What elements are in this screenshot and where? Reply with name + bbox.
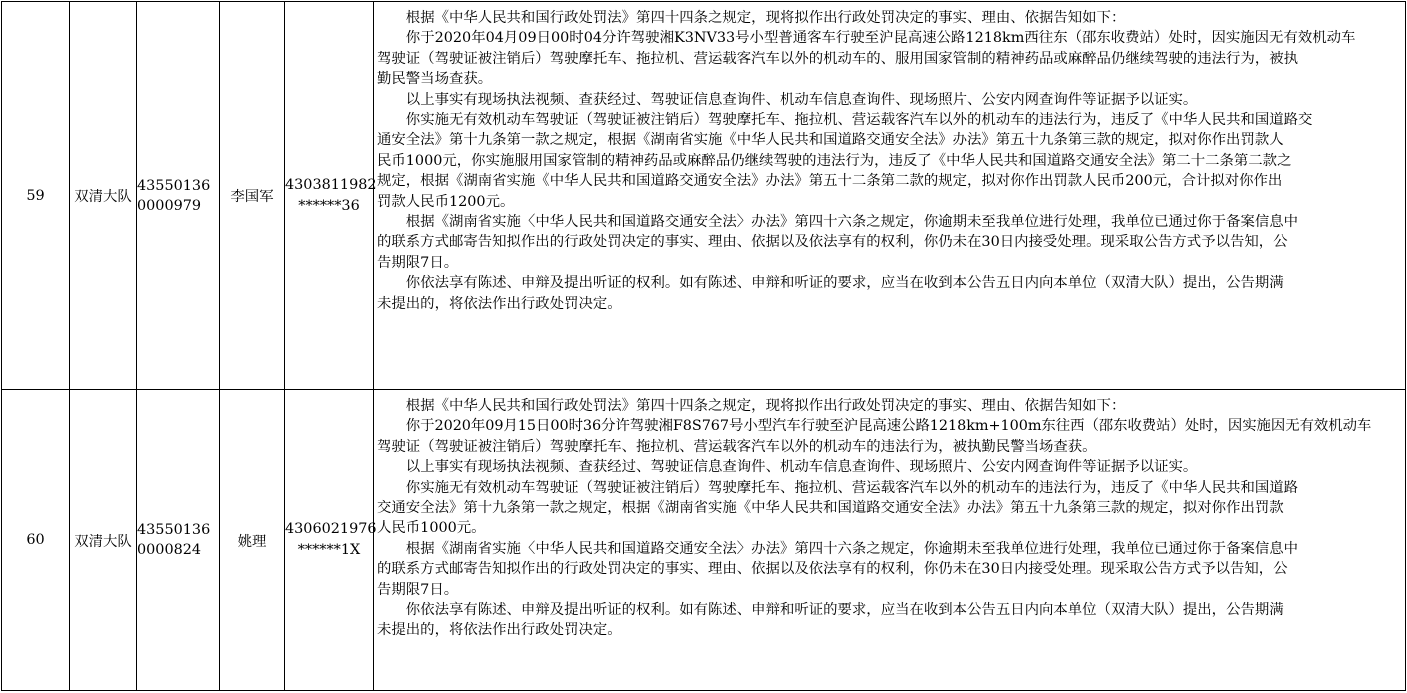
notice-paragraph — [377, 110, 1402, 212]
notice-line: 的联系方式邮寄告知拟作出的行政处罚决定的事实、理由、依据以及依法享有的权利，你仍未在30日内接受处理。现采取公告方式予以告知，公 — [377, 561, 1288, 578]
notice-line: 交通安全法》第十九条第一款之规定，根据《湖南省实施《中华人民共和国道路交通安全法》办法》第五十九条第三款的规定，拟对你作出罚款 — [377, 500, 1284, 517]
team-name: 双清大队 — [70, 390, 137, 691]
notice-line: 根据《中华人民共和国行政处罚法》第四十四条之规定，现将拟作出行政处罚决定的事实、理由、依据告知如下： — [405, 10, 1126, 26]
record-number: 60 — [2, 390, 70, 691]
table-row — [2, 390, 1406, 691]
notice-line: 勤民警当场查获。 — [377, 71, 493, 88]
notice-line: 告期限7日。 — [377, 254, 459, 271]
notice-paragraph — [377, 273, 1402, 314]
notice-line: 人民币1000元。 — [377, 520, 486, 537]
notice-line: 的联系方式邮寄告知拟作出的行政处罚决定的事实、理由、依据以及依法享有的权利，你仍未在30日内接受处理。现采取公告方式予以告知，公 — [377, 234, 1288, 251]
notice-line: 根据《湖南省实施〈中华人民共和国道路交通安全法〉办法》第四十六条之规定，你逾期未至我单位进行处理，我单位已通过你于备案信息中 — [405, 540, 1299, 557]
notice-content — [374, 390, 1406, 691]
notice-line: 驾驶证（驾驶证被注销后）驾驶摩托车、拖拉机、营运载客汽车以外的机动车的、服用国家管制的精神药品或麻醉品仍继续驾驶的违法行为，被执 — [377, 50, 1299, 67]
notice-paragraph — [377, 28, 1402, 89]
record-number: 59 — [2, 2, 70, 390]
notice-line: 通安全法》第十九条第一款之规定，根据《湖南省实施《中华人民共和国道路交通安全法》办法》第五十九条第三款的规定，拟对你作出罚款人 — [377, 132, 1284, 149]
table-row — [2, 2, 1406, 390]
notice-paragraph — [377, 90, 1402, 110]
notice-line: 罚款人民币1200元。 — [377, 193, 515, 210]
party-name: 姚理 — [220, 390, 285, 691]
id-number-line: ******1X — [297, 542, 361, 558]
document-number-line: 43550136 — [137, 522, 211, 538]
notice-line: 你于2020年09月15日00时36分许驾驶湘F8S767号小型汽车行驶至沪昆高速公路1218km+100m东往西（邵东收费站）处时，因实施因无有效机动车 — [405, 418, 1372, 435]
notice-line: 你依法享有陈述、申辩及提出听证的权利。如有陈述、申辩和听证的要求，应当在收到本公告五日内向本单位（双清大队）提出，公告期满 — [405, 275, 1284, 292]
notice-line: 驾驶证（驾驶证被注销后）驾驶摩托车、拖拉机、营运载客汽车以外的机动车的违法行为，被执勤民警当场查获。 — [377, 438, 1097, 455]
id-number — [285, 390, 377, 691]
notice-line: 你于2020年04月09日00时04分许驾驶湘K3NV33号小型普通客车行驶至沪昆高速公路1218km西往东（邵东收费站）处时，因实施因无有效机动车 — [405, 30, 1356, 47]
id-number-line: ******36 — [298, 197, 360, 214]
notice-paragraph — [377, 396, 1402, 416]
id-number-line: 4306021976 — [285, 521, 377, 537]
document-number — [137, 390, 220, 691]
notice-line: 根据《湖南省实施〈中华人民共和国道路交通安全法〉办法》第四十六条之规定，你逾期未至我单位进行处理，我单位已通过你于备案信息中 — [405, 214, 1299, 231]
notice-line: 民币1000元，你实施服用国家管制的精神药品或麻醉品仍继续驾驶的违法行为，违反了《中华人民共和国道路交通安全法》第二十二条第二款之 — [377, 152, 1292, 169]
notice-line: 告期限7日。 — [377, 581, 459, 598]
notice-paragraph — [377, 416, 1402, 457]
document-number-line: 0000979 — [137, 197, 202, 214]
document-number-line: 43550136 — [137, 177, 211, 194]
notice-line: 你依法享有陈述、申辩及提出听证的权利。如有陈述、申辩和听证的要求，应当在收到本公告五日内向本单位（双清大队）提出，公告期满 — [405, 602, 1284, 619]
notice-body — [374, 390, 1405, 641]
notice-paragraph — [377, 600, 1402, 641]
id-number-line: 4303811982 — [285, 176, 377, 193]
team-name: 双清大队 — [70, 2, 137, 390]
notice-paragraph — [377, 539, 1402, 600]
document-number — [137, 2, 220, 390]
notice-line: 你实施无有效机动车驾驶证（驾驶证被注销后）驾驶摩托车、拖拉机、营运载客汽车以外的机动车的违法行为，违反了《中华人民共和国道路交 — [405, 112, 1313, 129]
penalty-notice-table — [1, 1, 1406, 691]
notice-body — [374, 2, 1405, 314]
notice-line: 以上事实有现场执法视频、查获经过、驾驶证信息查询件、机动车信息查询件、现场照片、公安内网查询件等证据予以证实。 — [405, 91, 1198, 108]
notice-paragraph — [377, 212, 1402, 273]
notice-paragraph — [377, 457, 1402, 477]
notice-line: 以上事实有现场执法视频、查获经过、驾驶证信息查询件、机动车信息查询件、现场照片、公安内网查询件等证据予以证实。 — [405, 459, 1198, 476]
notice-line: 未提出的，将依法作出行政处罚决定。 — [377, 295, 622, 312]
notice-paragraph — [377, 8, 1402, 28]
notice-line: 你实施无有效机动车驾驶证（驾驶证被注销后）驾驶摩托车、拖拉机、营运载客汽车以外的机动车的违法行为，违反了《中华人民共和国道路 — [405, 479, 1299, 496]
notice-line: 未提出的，将依法作出行政处罚决定。 — [377, 622, 622, 639]
notice-line: 规定，根据《湖南省实施《中华人民共和国道路交通安全法》办法》第五十二条第二款的规定，拟对你作出罚款人民币200元，合计拟对你作出 — [377, 173, 1283, 190]
party-name: 李国军 — [220, 2, 285, 390]
notice-line: 根据《中华人民共和国行政处罚法》第四十四条之规定，现将拟作出行政处罚决定的事实、理由、依据告知如下： — [405, 398, 1126, 414]
notice-content — [374, 2, 1406, 390]
document-number-line: 0000824 — [137, 542, 202, 558]
notice-paragraph — [377, 478, 1402, 539]
